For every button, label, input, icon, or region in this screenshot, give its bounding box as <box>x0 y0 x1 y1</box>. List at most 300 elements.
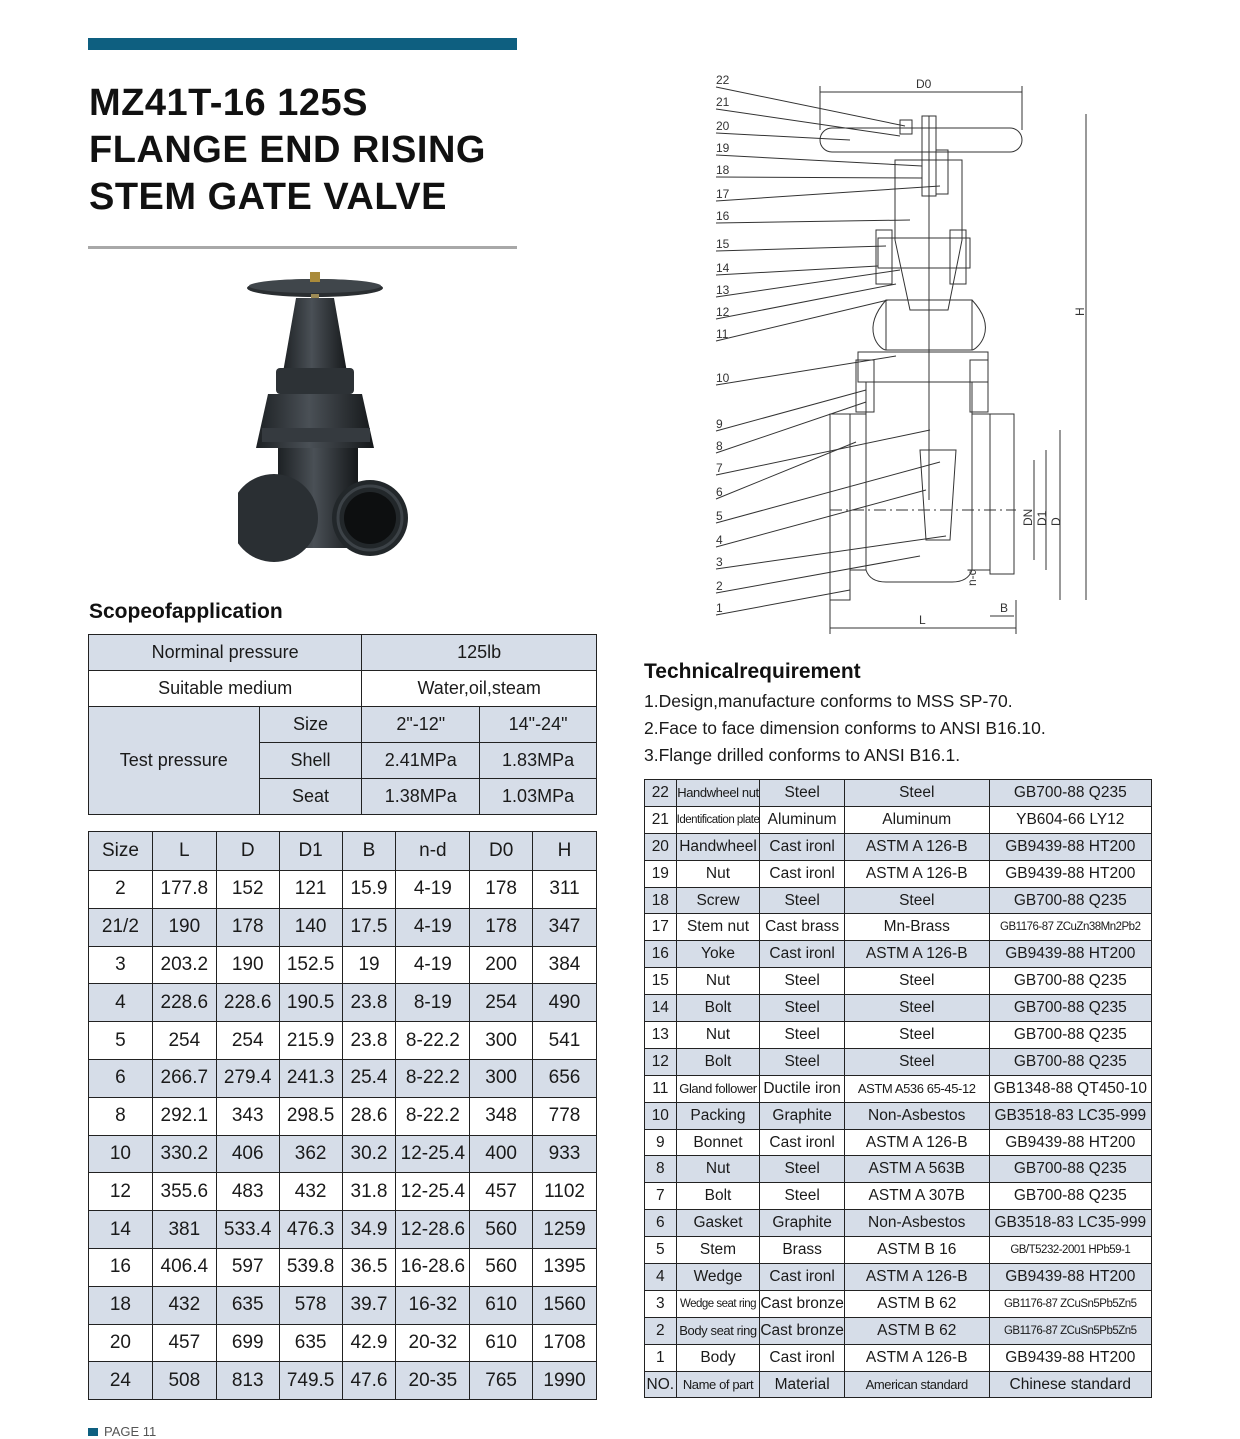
callout-leader-line <box>716 246 886 251</box>
callout-number: 16 <box>716 209 730 223</box>
top-accent-bar <box>88 38 517 50</box>
parts-row-cell: 19 <box>645 860 677 887</box>
dimensions-row-cell: 140 <box>279 908 342 946</box>
parts-row-cell: 20 <box>645 833 677 860</box>
parts-row <box>645 1210 1152 1237</box>
shell-a: 2.41MPa <box>362 743 480 779</box>
parts-row <box>645 1075 1152 1102</box>
dimensions-header-row-cell: H <box>533 832 597 871</box>
callout-number: 12 <box>716 305 730 319</box>
dimensions-row <box>89 1022 597 1060</box>
parts-footer-row-cell: Chinese standard <box>989 1371 1151 1398</box>
parts-row-cell: GB3518-83 LC35-999 <box>989 1102 1151 1129</box>
dimensions-row-cell: 8-22.2 <box>396 1097 470 1135</box>
parts-row <box>645 1183 1152 1210</box>
parts-row-cell: Bonnet <box>676 1129 760 1156</box>
parts-row <box>645 887 1152 914</box>
callout-leader-line <box>716 284 896 319</box>
parts-row <box>645 806 1152 833</box>
dimensions-row-cell: 610 <box>470 1324 533 1362</box>
seat-b: 1.03MPa <box>480 779 597 815</box>
parts-row-cell: GB9439-88 HT200 <box>989 1264 1151 1291</box>
callout-number: 4 <box>716 533 723 547</box>
dimensions-row-cell: 42.9 <box>342 1324 396 1362</box>
dimensions-row-cell: 177.8 <box>152 871 216 909</box>
dimensions-row-cell: 121 <box>279 871 342 909</box>
dimensions-row-cell: 178 <box>216 908 279 946</box>
callout-number: 3 <box>716 555 723 569</box>
dimensions-row-cell: 30.2 <box>342 1135 396 1173</box>
parts-row <box>645 1290 1152 1317</box>
callout-number: 17 <box>716 187 730 201</box>
dimensions-header-row-cell: Size <box>89 832 153 871</box>
callout-number: 21 <box>716 95 730 109</box>
parts-row-cell: Bolt <box>676 995 760 1022</box>
dim-label-b: B <box>1000 601 1009 615</box>
dimensions-row-cell: 25.4 <box>342 1059 396 1097</box>
medium-value: Water,oil,steam <box>362 671 597 707</box>
dimensions-row-cell: 1395 <box>533 1248 597 1286</box>
dimensions-row-cell: 228.6 <box>152 984 216 1022</box>
parts-row-cell: Nut <box>676 860 760 887</box>
dimensions-row-cell: 6 <box>89 1059 153 1097</box>
parts-row-cell: Graphite <box>760 1210 845 1237</box>
dimensions-row-cell: 490 <box>533 984 597 1022</box>
parts-row-cell: GB/T5232-2001 HPb59-1 <box>989 1237 1151 1264</box>
parts-row-cell: Cast bronze <box>760 1290 845 1317</box>
dimensions-row-cell: 152 <box>216 871 279 909</box>
parts-row-cell: Cast ironl <box>760 860 845 887</box>
dimensions-row-cell: 635 <box>216 1286 279 1324</box>
dimensions-row-cell: 597 <box>216 1248 279 1286</box>
dimensions-row-cell: 1102 <box>533 1173 597 1211</box>
parts-row-cell: GB1176-87 ZCuSn5Pb5Zn5 <box>989 1290 1151 1317</box>
dimensions-row-cell: 457 <box>152 1324 216 1362</box>
parts-row-cell: Gasket <box>676 1210 760 1237</box>
parts-row-cell: 5 <box>645 1237 677 1264</box>
dimensions-row-cell: 933 <box>533 1135 597 1173</box>
parts-row-cell: GB1176-87 ZCuZn38Mn2Pb2 <box>989 914 1151 941</box>
parts-row-cell: ASTM A 126-B <box>844 941 989 968</box>
parts-row-cell: ASTM A 126-B <box>844 1129 989 1156</box>
parts-row-cell: Handwheel <box>676 833 760 860</box>
scope-heading: Scopeofapplication <box>89 600 283 623</box>
callout-leader-line <box>716 490 926 547</box>
parts-row-cell: Packing <box>676 1102 760 1129</box>
medium-label: Suitable medium <box>89 671 362 707</box>
requirement-3: 3.Flange drilled conforms to ANSI B16.1. <box>644 745 961 765</box>
requirement-2: 2.Face to face dimension conforms to ANSI B16.10. <box>644 718 1046 738</box>
title-line-2: FLANGE END RISING <box>89 129 486 171</box>
parts-row <box>645 833 1152 860</box>
callout-leader-line <box>716 536 946 569</box>
parts-row-cell: GB700-88 Q235 <box>989 1022 1151 1049</box>
parts-footer-row-cell: Name of part <box>676 1371 760 1398</box>
parts-row-cell: ASTM B 16 <box>844 1237 989 1264</box>
dimensions-row-cell: 178 <box>470 871 533 909</box>
parts-row-cell: Stem <box>676 1237 760 1264</box>
parts-row <box>645 1102 1152 1129</box>
dimensions-row <box>89 1135 597 1173</box>
parts-row-cell: 15 <box>645 968 677 995</box>
dimensions-row-cell: 36.5 <box>342 1248 396 1286</box>
parts-row-cell: Steel <box>760 1183 845 1210</box>
dim-label-d1: D1 <box>1035 510 1049 526</box>
dimensions-header-row-cell: L <box>152 832 216 871</box>
parts-row-cell: Brass <box>760 1237 845 1264</box>
parts-row <box>645 968 1152 995</box>
parts-row <box>645 941 1152 968</box>
dimensions-row-cell: 4 <box>89 984 153 1022</box>
parts-row-cell: GB9439-88 HT200 <box>989 1129 1151 1156</box>
dimensions-row <box>89 1059 597 1097</box>
dim-label-nd: n-d <box>965 568 979 586</box>
dimensions-row-cell: 4-19 <box>396 946 470 984</box>
dimensions-row-cell: 21/2 <box>89 908 153 946</box>
parts-row-cell: 2 <box>645 1317 677 1344</box>
title-line-1: MZ41T-16 125S <box>89 82 368 124</box>
parts-row-cell: GB1348-88 QT450-10 <box>989 1075 1151 1102</box>
parts-row-cell: ASTM A 563B <box>844 1156 989 1183</box>
dimensions-row-cell: 533.4 <box>216 1211 279 1249</box>
dimensions-row-cell: 300 <box>470 1059 533 1097</box>
parts-row <box>645 995 1152 1022</box>
dimensions-row-cell: 19 <box>342 946 396 984</box>
parts-table <box>644 779 1152 1398</box>
dimensions-row-cell: 15.9 <box>342 871 396 909</box>
dim-label-l: L <box>919 613 926 627</box>
parts-row-cell: ASTM A 126-B <box>844 833 989 860</box>
dimensions-row-cell: 23.8 <box>342 984 396 1022</box>
page-title <box>89 80 529 221</box>
dimensions-row-cell: 432 <box>279 1173 342 1211</box>
dimensions-row-cell: 298.5 <box>279 1097 342 1135</box>
dimensions-row-cell: 266.7 <box>152 1059 216 1097</box>
dimensions-row <box>89 908 597 946</box>
dimensions-row-cell: 254 <box>216 1022 279 1060</box>
parts-row-cell: 8 <box>645 1156 677 1183</box>
dimensions-table <box>88 831 597 1400</box>
dim-label-d: D <box>1049 517 1063 526</box>
dimensions-row-cell: 541 <box>533 1022 597 1060</box>
callout-leader-line <box>716 266 878 275</box>
dimensions-row-cell: 5 <box>89 1022 153 1060</box>
parts-row-cell: Nut <box>676 968 760 995</box>
parts-row-cell: Cast bronze <box>760 1317 845 1344</box>
dimensions-row-cell: 254 <box>470 984 533 1022</box>
parts-row-cell: 4 <box>645 1264 677 1291</box>
dimensions-row <box>89 984 597 1022</box>
callout-leader-line <box>716 133 850 140</box>
parts-row-cell: Body seat ring <box>676 1317 760 1344</box>
callout-number: 2 <box>716 579 723 593</box>
callout-leader-line <box>716 430 930 475</box>
dimensions-row-cell: 16-28.6 <box>396 1248 470 1286</box>
dimensions-row-cell: 1259 <box>533 1211 597 1249</box>
dimensions-row-cell: 8-22.2 <box>396 1059 470 1097</box>
parts-row-cell: Steel <box>760 780 845 807</box>
parts-footer-row-cell: NO. <box>645 1371 677 1398</box>
parts-row-cell: 11 <box>645 1075 677 1102</box>
dimensions-row-cell: 560 <box>470 1211 533 1249</box>
parts-row-cell: Steel <box>760 887 845 914</box>
parts-row-cell: GB9439-88 HT200 <box>989 1344 1151 1371</box>
callout-leader-line <box>716 300 888 341</box>
parts-row-cell: GB700-88 Q235 <box>989 780 1151 807</box>
valve-cross-section-drawing <box>700 70 1140 640</box>
page-number: PAGE 11 <box>104 1424 157 1439</box>
dimensions-row-cell: 476.3 <box>279 1211 342 1249</box>
dimensions-row-cell: 1708 <box>533 1324 597 1362</box>
dimensions-row-cell: 39.7 <box>342 1286 396 1324</box>
parts-row-cell: Aluminum <box>760 806 845 833</box>
callout-leader-line <box>716 109 900 136</box>
callout-number: 11 <box>716 327 729 341</box>
callout-number: 10 <box>716 371 730 385</box>
callout-leader-line <box>716 220 910 223</box>
dimensions-row-cell: 292.1 <box>152 1097 216 1135</box>
dimensions-row-cell: 656 <box>533 1059 597 1097</box>
dimensions-row-cell: 18 <box>89 1286 153 1324</box>
parts-row-cell: ASTM A 126-B <box>844 1264 989 1291</box>
dimensions-row-cell: 348 <box>470 1097 533 1135</box>
dimensions-row-cell: 457 <box>470 1173 533 1211</box>
parts-row <box>645 1022 1152 1049</box>
callout-leader-line <box>716 177 922 178</box>
dimensions-row-cell: 406 <box>216 1135 279 1173</box>
parts-row <box>645 1048 1152 1075</box>
dimensions-row-cell: 10 <box>89 1135 153 1173</box>
callout-leader-line <box>716 87 905 126</box>
parts-row-cell: Non-Asbestos <box>844 1102 989 1129</box>
dimensions-row-cell: 20-35 <box>396 1362 470 1400</box>
dimensions-row <box>89 1211 597 1249</box>
dimensions-row-cell: 203.2 <box>152 946 216 984</box>
parts-row <box>645 780 1152 807</box>
parts-row-cell: GB700-88 Q235 <box>989 1048 1151 1075</box>
parts-row-cell: Screw <box>676 887 760 914</box>
parts-footer-row-cell: Material <box>760 1371 845 1398</box>
dimensions-row-cell: 8-19 <box>396 984 470 1022</box>
dimensions-row-cell: 343 <box>216 1097 279 1135</box>
dimensions-row-cell: 200 <box>470 946 533 984</box>
dimensions-row-cell: 241.3 <box>279 1059 342 1097</box>
callout-number: 13 <box>716 283 730 297</box>
parts-row-cell: GB700-88 Q235 <box>989 995 1151 1022</box>
parts-row-cell: 10 <box>645 1102 677 1129</box>
parts-row-cell: GB9439-88 HT200 <box>989 833 1151 860</box>
requirement-1: 1.Design,manufacture conforms to MSS SP-70. <box>644 691 1013 711</box>
dimensions-row-cell: 12-25.4 <box>396 1135 470 1173</box>
dimensions-row-cell: 483 <box>216 1173 279 1211</box>
callout-labels <box>716 73 946 615</box>
parts-row-cell: Cast ironl <box>760 1264 845 1291</box>
dim-label-dn: DN <box>1021 508 1035 526</box>
parts-row-cell: 9 <box>645 1129 677 1156</box>
dimensions-row-cell: 20-32 <box>396 1324 470 1362</box>
title-line-3: STEM GATE VALVE <box>89 176 447 218</box>
parts-row-cell: Cast ironl <box>760 1129 845 1156</box>
parts-row <box>645 1237 1152 1264</box>
parts-row-cell: Cast ironl <box>760 833 845 860</box>
dimensions-row-cell: 12-28.6 <box>396 1211 470 1249</box>
dimensions-row-cell: 406.4 <box>152 1248 216 1286</box>
callout-number: 18 <box>716 163 730 177</box>
dimensions-header-row-cell: B <box>342 832 396 871</box>
dimensions-row-cell: 539.8 <box>279 1248 342 1286</box>
parts-row-cell: Bolt <box>676 1183 760 1210</box>
dimensions-row-cell: 8-22.2 <box>396 1022 470 1060</box>
parts-row <box>645 1264 1152 1291</box>
parts-row-cell: GB700-88 Q235 <box>989 1156 1151 1183</box>
dimensions-row-cell: 31.8 <box>342 1173 396 1211</box>
parts-row-cell: Nut <box>676 1022 760 1049</box>
dimensions-row-cell: 1990 <box>533 1362 597 1400</box>
callout-leader-line <box>716 270 900 297</box>
parts-row-cell: 16 <box>645 941 677 968</box>
dimensions-row-cell: 362 <box>279 1135 342 1173</box>
parts-row-cell: Steel <box>844 780 989 807</box>
parts-row-cell: 1 <box>645 1344 677 1371</box>
seat-label: Seat <box>259 779 362 815</box>
parts-row-cell: ASTM B 62 <box>844 1290 989 1317</box>
dimensions-row-cell: 508 <box>152 1362 216 1400</box>
parts-row-cell: Nut <box>676 1156 760 1183</box>
callout-leader-line <box>716 186 940 201</box>
parts-row-cell: Gland follower <box>676 1075 760 1102</box>
dimensions-row-cell: 254 <box>152 1022 216 1060</box>
callout-leader-line <box>716 556 920 593</box>
parts-row-cell: Wedge <box>676 1264 760 1291</box>
parts-footer-row-cell: American standard <box>844 1371 989 1398</box>
callout-leader-line <box>716 155 922 166</box>
dimensions-row-cell: 813 <box>216 1362 279 1400</box>
callout-leader-line <box>716 390 866 431</box>
nominal-pressure-label: Norminal pressure <box>89 635 362 671</box>
title-divider <box>88 246 517 249</box>
callout-number: 22 <box>716 73 730 87</box>
parts-row <box>645 1156 1152 1183</box>
dimensions-row-cell: 432 <box>152 1286 216 1324</box>
dimensions-row-cell: 190 <box>152 908 216 946</box>
callout-number: 6 <box>716 485 723 499</box>
parts-row-cell: 22 <box>645 780 677 807</box>
dimensions-row <box>89 1097 597 1135</box>
parts-row-cell: GB700-88 Q235 <box>989 887 1151 914</box>
dimensions-row-cell: 1560 <box>533 1286 597 1324</box>
callout-leader-line <box>716 402 866 453</box>
callout-number: 7 <box>716 461 723 475</box>
callout-number: 5 <box>716 509 723 523</box>
size-range-a: 2"-12" <box>362 707 480 743</box>
dimensions-row-cell: 17.5 <box>342 908 396 946</box>
callout-number: 1 <box>716 601 723 615</box>
dimensions-row-cell: 47.6 <box>342 1362 396 1400</box>
dimensions-row-cell: 2 <box>89 871 153 909</box>
dimensions-row-cell: 178 <box>470 908 533 946</box>
parts-row-cell: Cast brass <box>760 914 845 941</box>
valve-photo <box>238 268 408 596</box>
dimensions-row-cell: 190 <box>216 946 279 984</box>
callout-number: 9 <box>716 417 723 431</box>
shell-b: 1.83MPa <box>480 743 597 779</box>
parts-row <box>645 914 1152 941</box>
parts-row-cell: Identification plate <box>676 806 760 833</box>
callout-number: 14 <box>716 261 730 275</box>
parts-row-cell: Graphite <box>760 1102 845 1129</box>
callout-number: 8 <box>716 439 723 453</box>
dimensions-header-row-cell: D1 <box>279 832 342 871</box>
dimensions-row-cell: 23.8 <box>342 1022 396 1060</box>
parts-row-cell: Wedge seat ring <box>676 1290 760 1317</box>
technical-heading: Technicalrequirement <box>644 660 861 683</box>
nominal-pressure-value: 125lb <box>362 635 597 671</box>
parts-row-cell: ASTM A 307B <box>844 1183 989 1210</box>
parts-row-cell: Steel <box>760 995 845 1022</box>
parts-row-cell: Steel <box>844 968 989 995</box>
parts-row-cell: Handwheel nut <box>676 780 760 807</box>
dimensions-row <box>89 1286 597 1324</box>
dimensions-row-cell: 4-19 <box>396 871 470 909</box>
parts-row-cell: Steel <box>760 1022 845 1049</box>
dimensions-header-row-cell: D <box>216 832 279 871</box>
parts-row-cell: Steel <box>844 1022 989 1049</box>
parts-row-cell: Bolt <box>676 1048 760 1075</box>
parts-row-cell: 21 <box>645 806 677 833</box>
parts-row-cell: ASTM A 126-B <box>844 1344 989 1371</box>
parts-row-cell: ASTM A536 65-45-12 <box>844 1075 989 1102</box>
dimensions-row-cell: 152.5 <box>279 946 342 984</box>
dimensions-row-cell: 330.2 <box>152 1135 216 1173</box>
parts-row-cell: GB9439-88 HT200 <box>989 941 1151 968</box>
dim-label-d0: D0 <box>916 77 932 91</box>
parts-row-cell: 12 <box>645 1048 677 1075</box>
parts-row-cell: ASTM A 126-B <box>844 860 989 887</box>
parts-row <box>645 1317 1152 1344</box>
dimensions-row-cell: 279.4 <box>216 1059 279 1097</box>
dimensions-row <box>89 1173 597 1211</box>
dimensions-row-cell: 8 <box>89 1097 153 1135</box>
dimensions-row-cell: 190.5 <box>279 984 342 1022</box>
dimensions-row-cell: 347 <box>533 908 597 946</box>
parts-row-cell: GB700-88 Q235 <box>989 968 1151 995</box>
dimensions-row-cell: 699 <box>216 1324 279 1362</box>
parts-row <box>645 1344 1152 1371</box>
parts-row-cell: GB1176-87 ZCuSn5Pb5Zn5 <box>989 1317 1151 1344</box>
parts-row-cell: 18 <box>645 887 677 914</box>
parts-row <box>645 860 1152 887</box>
parts-row-cell: 17 <box>645 914 677 941</box>
parts-row-cell: 7 <box>645 1183 677 1210</box>
dimensions-row-cell: 610 <box>470 1286 533 1324</box>
parts-row-cell: 6 <box>645 1210 677 1237</box>
dimensions-header-row <box>89 832 597 871</box>
dimensions-row-cell: 24 <box>89 1362 153 1400</box>
test-pressure-label: Test pressure <box>89 707 260 815</box>
parts-row-cell: Aluminum <box>844 806 989 833</box>
dimensions-row-cell: 560 <box>470 1248 533 1286</box>
dimensions-row-cell: 228.6 <box>216 984 279 1022</box>
callout-number: 19 <box>716 141 730 155</box>
size-range-b: 14"-24" <box>480 707 597 743</box>
dimensions-row <box>89 1324 597 1362</box>
parts-footer-row <box>645 1371 1152 1398</box>
dimensions-row-cell: 765 <box>470 1362 533 1400</box>
dimensions-row-cell: 578 <box>279 1286 342 1324</box>
technical-requirements <box>644 688 1046 769</box>
dimensions-row-cell: 3 <box>89 946 153 984</box>
seat-a: 1.38MPa <box>362 779 480 815</box>
